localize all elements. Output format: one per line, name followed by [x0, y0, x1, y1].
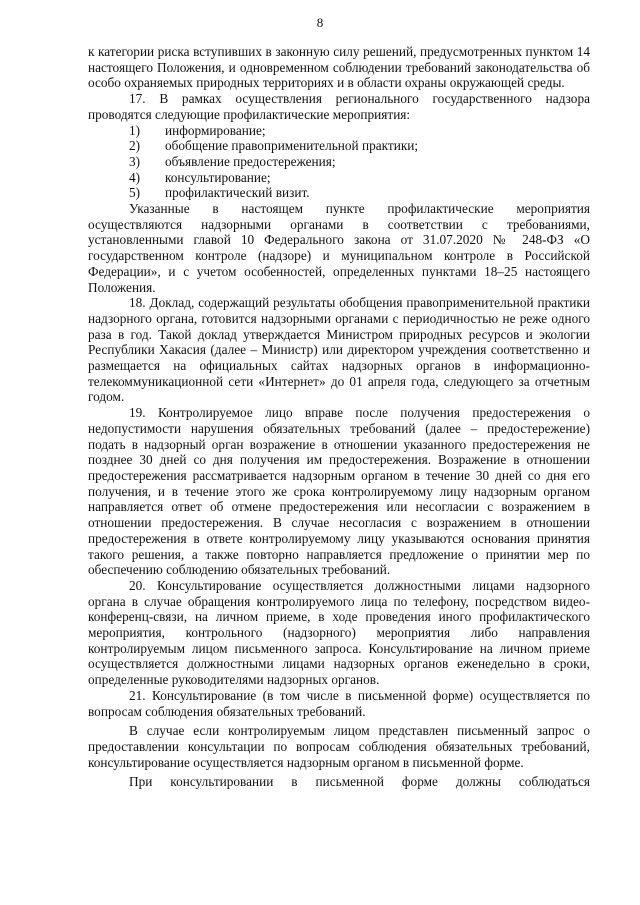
paragraph-17: 17. В рамках осуществления регионального государственного надзора проводятся следующие профилактические мероприятия:	[88, 91, 590, 122]
list-item-number: 3)	[129, 153, 141, 169]
intro-paragraph: к категории риска вступивших в законную силу решений, предусмотренных пунктом 14 настоящего Положения, и одновременном соблюдении требований законодательства об особо охраняемых природных территориях и в области охраны окружающей среды.	[88, 44, 590, 91]
list-item-text: профилактический визит.	[165, 185, 310, 201]
list-item	[88, 185, 590, 201]
list-item-number: 4)	[129, 169, 141, 185]
paragraph-21: 21. Консультирование (в том числе в письменной форме) осуществляется по вопросам соблюдения обязательных требований.	[88, 687, 590, 719]
page-number: 8	[316, 15, 324, 30]
list-item-number: 5)	[129, 185, 141, 201]
list-item	[88, 170, 590, 186]
list-item	[88, 123, 590, 139]
paragraph-21-c: При консультировании в письменной форме должны соблюдаться	[129, 774, 590, 790]
list-item-text: информирование;	[165, 122, 266, 138]
paragraph-18: 18. Доклад, содержащий результаты обобщения правоприменительной практики надзорного органа, готовится надзорными органами с периодичностью не реже одного раза в год. Такой доклад утверждается Министром природных ресурсов и экологии Республики Хакасия (далее – Министр) или директором учреждения соответственно и размещается на официальных сайтах надзорных органов в информационно-телекоммуникационной сети «Интернет» до 01 апреля года, следующего за отчетным годом.	[88, 295, 590, 405]
paragraph-17-continuation: Указанные в настоящем пункте профилактические мероприятия осуществляются надзорными органами в соответствии с требованиями, установленными главой 10 Федерального закона от 31.07.2020 № 248-ФЗ «О государственном контроле (надзоре) и муниципальном контроле в Российской Федерации», и с учетом особенностей, определенных пунктами 18–25 настоящего Положения.	[88, 201, 590, 295]
list-item-number: 2)	[129, 138, 141, 154]
list-item	[88, 138, 590, 154]
document-body	[88, 44, 590, 790]
list-item-text: объявление предостережения;	[165, 153, 336, 169]
list-item	[88, 154, 590, 170]
list-item-number: 1)	[129, 122, 141, 138]
paragraph-19: 19. Контролируемое лицо вправе после получения предостережения о недопустимости нарушения обязательных требований (далее – предостережение) подать в надзорный орган возражение в отношении указанного предостережения не позднее 30 дней со дня получения им предостережения. Возражение в отношении предостережения рассматривается надзорным органом в течение 30 дней со дня его получения, и в течение этого же срока контролируемому лицу надзорным органом направляется ответ об отмене предостережения или несогласии с возражением в отношении предостережения. В случае несогласия с возражением в отношении предостережения в ответе контролируемому лицу указываются основания принятия такого решения, а также повторно направляется предложение о принятии мер по обеспечению соблюдению обязательных требований.	[88, 405, 590, 578]
paragraph-21-b: В случае если контролируемым лицом представлен письменный запрос о предоставлении консультации по вопросам соблюдения обязательных требований, консультирование осуществляется надзорным органом в письменной форме.	[88, 723, 590, 770]
paragraph-20: 20. Консультирование осуществляется должностными лицами надзорного органа в случае обращения контролируемого лица по телефону, посредством видео-конференц-связи, на личном приеме, в ходе проведения иного профилактического мероприятия, контрольного (надзорного) мероприятия либо направления контролируемым лицом письменного запроса. Консультирование на личном приеме осуществляется должностными лицами надзорных органов еженедельно в сроки, определенные руководителями надзорных органов.	[88, 577, 590, 688]
measures-list	[88, 123, 590, 202]
list-item-text: обобщение правоприменительной практики;	[165, 138, 419, 154]
list-item-text: консультирование;	[165, 169, 271, 185]
